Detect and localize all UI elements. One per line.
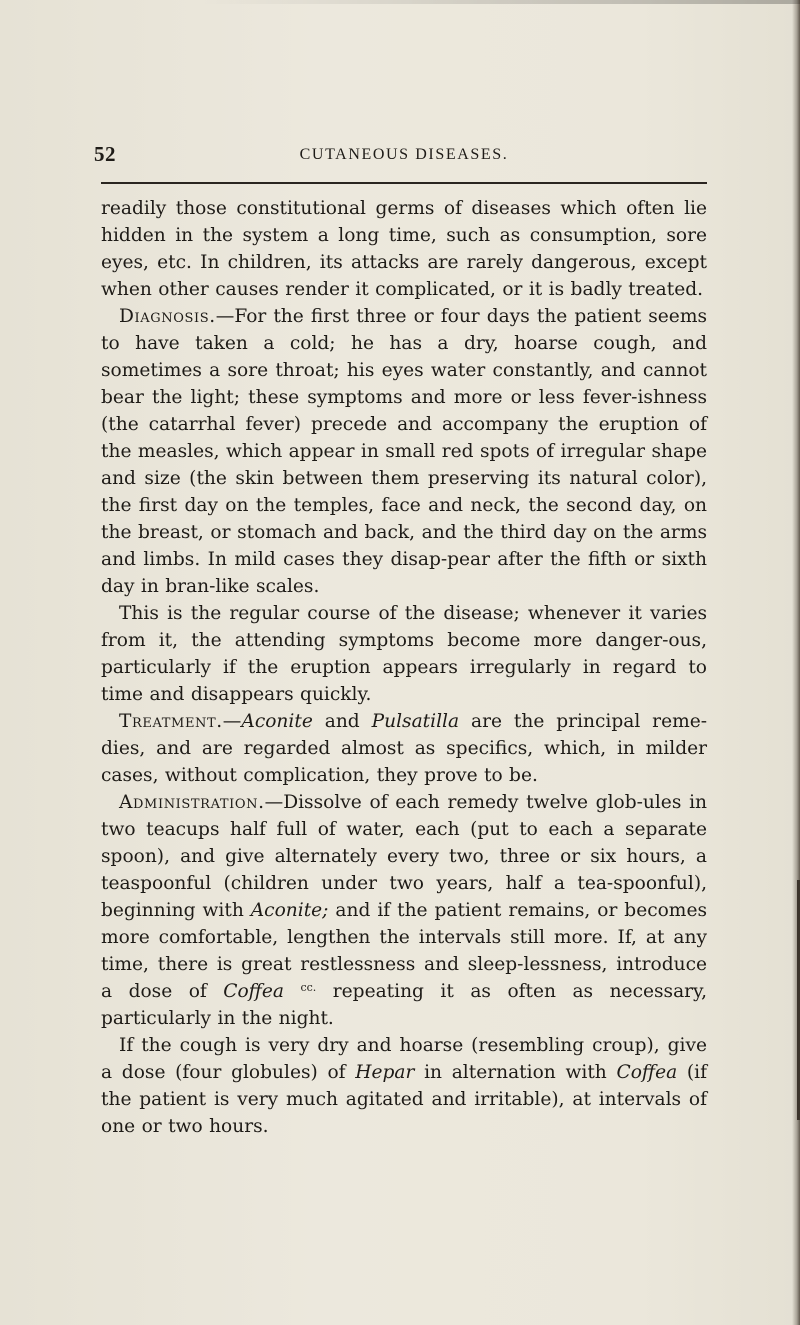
paragraph-cough (101, 1032, 707, 1140)
paragraph-continuation: readily those constitutional germs of diseases which often lie hidden in the system a long time, such as consumption, sore eyes, etc. In children, its attacks are rarely dangerous, except when other causes render it complicated, or it is badly treated. (101, 198, 707, 300)
page-header (94, 142, 707, 172)
diagnosis-text: —For the first three or four days the patient seems to have taken a cold; he has a dry, hoarse cough, and sometimes a sore throat; his eyes water constantly, and cannot bear the light; these symptoms and more or less fever-ishness (the catarrhal fever) precede and accompany the eruption of the measles, which appear in small red spots of irregular shape and size (the skin between them preserving its natural color), the first day on the temples, face and neck, the second day, on the breast, or stomach and back, and the third day on the arms and limbs. In mild cases they disap-pear after the fifth or sixth day in bran-like scales. (101, 306, 707, 597)
remedy-aconite-2: Aconite; (250, 900, 329, 921)
administration-text-3: repeating it as often as necessary, particularly in the night. (101, 981, 707, 1029)
administration-heading: Administration. (119, 792, 265, 813)
page-right-edge (792, 0, 800, 1325)
remedy-hepar: Hepar (355, 1062, 415, 1083)
paragraph-diagnosis (101, 303, 707, 600)
page-number: 52 (94, 142, 116, 166)
remedy-aconite: Aconite (241, 711, 313, 732)
coffea-potency: cc. (300, 981, 317, 994)
treatment-and: and (312, 711, 372, 732)
page-top-shadow (200, 0, 800, 4)
remedy-coffea: Coffea (223, 981, 284, 1002)
diagnosis-heading: Diagnosis. (119, 306, 216, 327)
administration-text-2: and if the patient remains, or becomes more comfortable, lengthen the intervals still more. If, at any time, there is great restlessness and sleep-lessness, introduce a dose of (101, 900, 707, 1002)
cough-text-1: If the cough is very dry and hoarse (resembling croup), give a dose (four globules) of (101, 1035, 707, 1083)
remedy-pulsatilla: Pulsatilla (371, 711, 460, 732)
paragraph-administration (101, 789, 707, 1032)
treatment-heading: Treatment. (119, 711, 223, 732)
administration-text-1: —Dissolve of each remedy twelve glob-ules in two teacups half full of water, each (put to each a separate spoon), and give alternately every two, three or six hours, a teaspoonful (children under two years, half a tea-spoonful), beginning with (101, 792, 707, 921)
cough-text-2: in alternation with (414, 1062, 617, 1083)
remedy-coffea-2: Coffea (616, 1062, 678, 1083)
treatment-text: are the principal reme-dies, and are regarded almost as specifics, which, in milder cases, without complication, they prove to be. (101, 711, 707, 786)
paragraph-treatment (101, 708, 707, 789)
treatment-dash: — (222, 711, 242, 732)
running-head: CUTANEOUS DISEASES. (299, 146, 509, 163)
header-rule (101, 182, 707, 184)
body-text (101, 195, 707, 1140)
cough-text-3: (if the patient is very much agitated and irritable), at intervals of one or two hours. (101, 1062, 708, 1137)
paragraph-regular-course: This is the regular course of the disease; whenever it varies from it, the attending symptoms become more danger-ous, particularly if the eruption appears irregularly in regard to time and disappears quickly. (101, 603, 707, 705)
